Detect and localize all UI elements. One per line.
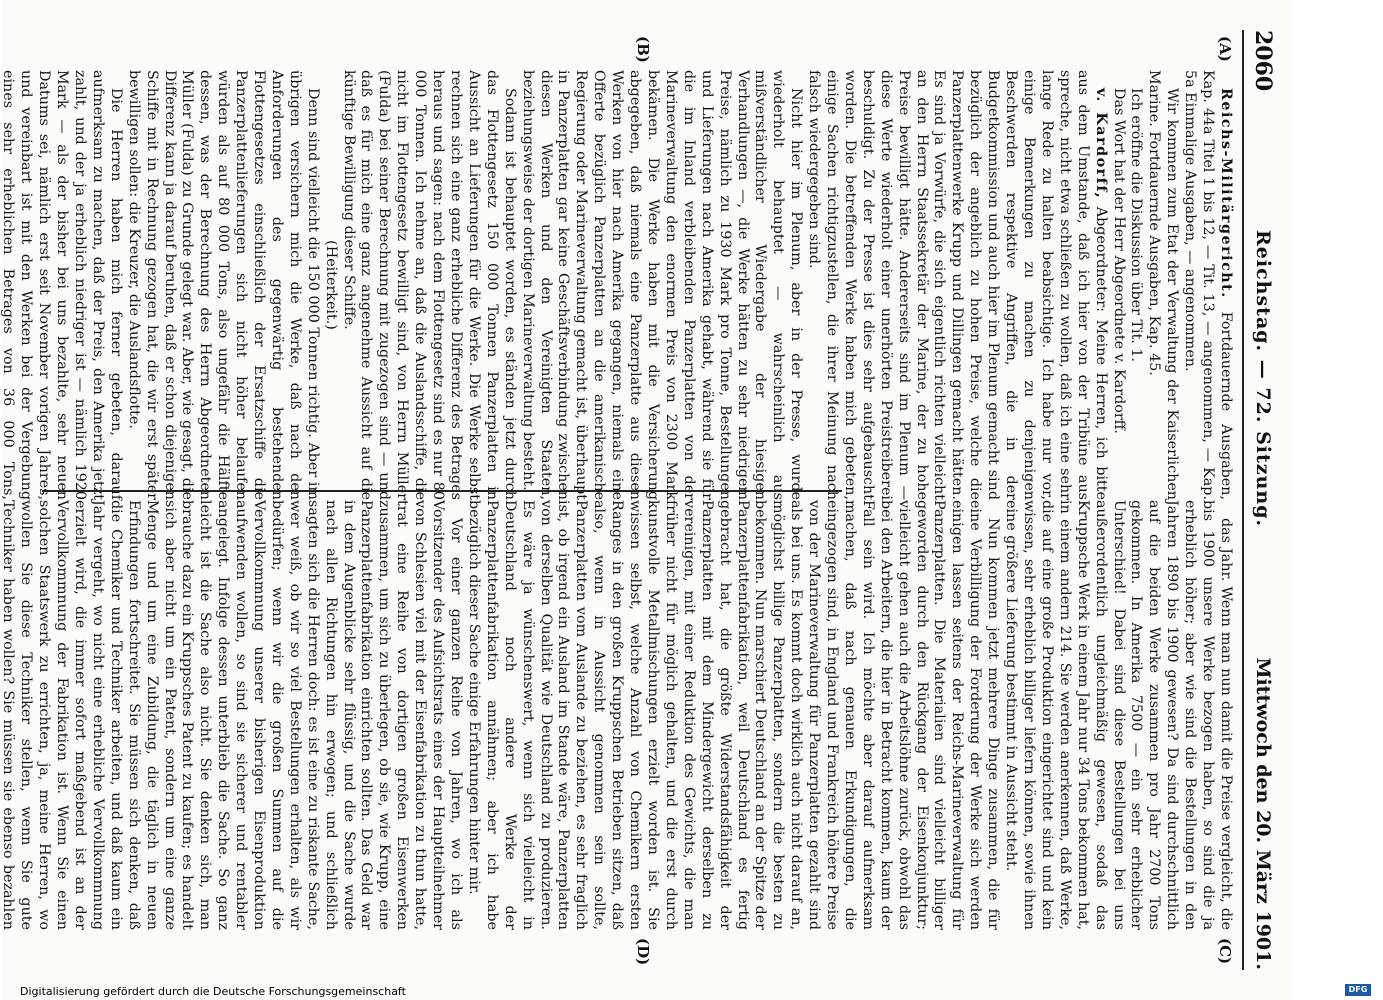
paragraph [0,500,464,930]
paragraph [1127,70,1145,500]
paragraph-text: Sodann ist behauptet worden, es ständen jetzt durch das Flottengesetz 150 000 Tonnen Panzerplatten in Aussicht an Lieferungen für die Werke. Die Werke selbst rechnen sich eine ganz erhebliche Differenz des Betrages heraus und sagen: nach dem Flottengesetz sind es nur 80 000 Tonnen. Ich nehme an, daß die Auslandsschiffe, die nicht im Flottengesetz bewilligt sind, von Herrn Müller (Fulda) bei seiner Berechnung mit zugezogen sind — und daß es für mich eine ganz angenehme Aussicht auf die künftige Bewilligung dieser Schiffe. [340,70,518,500]
paragraph [124,70,321,500]
session-title: Reichstag. — 72. Sitzung. [1252,230,1274,528]
margin-marker-d: (D) [634,938,652,966]
session-date: Mittwoch den 20. März 1901. [1252,657,1274,970]
paragraph [1144,70,1180,500]
digitization-credit: Digitalisierung gefördert durch die Deutsche Forschungsgemeinschaft [20,985,406,998]
column-divider [42,490,842,492]
paragraph-text: (Heiterkeit.) [322,240,339,330]
paragraph [0,70,124,500]
left-text-column [0,70,1234,500]
paragraph [1180,70,1234,500]
paragraph-text: Nun kommen jetzt mehrere Dinge zusammen, die für eine Verbilligung der Forderung der Werke sich werden einigen lassen seitens der Reichs-Marineverwaltung für Panzerplatten. Die Materialien sind vielleicht billiger geworden durch den Rückgang der Eisenkonjunktur; vielleicht gehen auch die Arbeitslöhne zurück, obwohl das bei den Arbeitern, die hier in Betracht kommen, kaum der Fall sein wird. Ich möchte aber darauf aufmerksam machen, daß nach genauen Erkundigungen, die eingezogen sind, in England und Frankreich höhere Preise von der Marineverwaltung für Panzerplatten gezahlt sind als bei uns. Es kommt doch wirklich auch nicht darauf an, möglichst billige Panzerplatten, sondern die besten zu bekommen. Nun marschiert Deutschland an der Spitze der Panzerplattenfabrikation, weil Deutschland es fertig gebracht hat, die größte Widerstandsfähigkeit der Panzerplatten mit dem Mindergewicht derselben zu vereinigen, mit einer Reduktion des Gewichts, die man früher nicht für möglich gehalten, und die erst durch kunstvolle Metallmischungen erzielt worden ist. Sie wissen selbst, welche Anzahl von Chemikern ersten Ranges in den großen Kruppschen Betrieben sitzen, daß also, wenn in Aussicht genommen sein sollte, Panzerplatten vom Auslande zu beziehen, es sehr fraglich ist, ob irgend ein Ausland im Stande wäre, Panzerplatten von derselben Qualität wie Deutschland zu produzieren. Es wäre ja wünschenswert, wenn sich vielleicht in Deutschland noch andere Werke der Panzerplattenfabrikation annähmen; aber ich habe bezüglich dieser Sache einige Erfahrungen hinter mir. [465,500,1002,930]
paragraph-text: Ich eröffne die Diskussion über Tit. 1. [1128,88,1145,363]
paragraph [804,70,1108,500]
page-header [1242,30,1284,970]
paragraph [1001,500,1234,930]
paragraph-text: Die Herren haben mich ferner gebeten, darauf aufmerksam zu machen, daß der Preis, den Amerika jetzt zahlt, und der ja erheblich niedriger ist — nämlich 1920 Mark — als der bisher bei uns bezahlte, sehr neuen Datums sei, nämlich erst seit November vorigen Jahres, und vereinbart ist mit den Werken bei der Vergebung eines sehr erheblichen Betrages von 36 000 Tons, [0,70,124,500]
dfg-logo: DFG [1345,984,1371,996]
paragraph-text: Denn sind vielleicht die 150 000 Tonnen richtig. Aber im übrigen versichern mich die Werke, daß nach den Anforderungen des gegenwärtig bestehenden Flottengesetzes einschließlich der Ersatzschiffe die Panzerplattenlieferungen sich nicht höher belaufen würden als auf 80 000 Tons, also ungefähr die Hälfte dessen, was der Berechnung des Herrn Abgeordneten Müller (Fulda) zu Grunde gelegt war. Aber, wie gesagt, die Differenz kann ja darauf beruhen, daß er schon diejenigen Schiffe mit in Rechnung gezogen hat, die wir erst später bewilligen sollen: die Kreuzer, die Auslandsflotte. [125,70,321,500]
paragraph-text: Fortdauernde Ausgaben, Kap. 44a Titel 1 bis 12, — Tit. 13, — angenommen, — Kap. 5a Einmalige Ausgaben, — angenommen. [1182,70,1234,500]
paragraph-text: das Jahr. Wenn man nun damit die Preise vergleicht, die bis 1900 unsere Werke bezogen haben, so sind die ja erheblich höher; aber wie sind die Bestellungen in den Jahren 1890 bis 1900 gewesen? Da sind durchschnittlich auf die beiden Werke zusammen pro Jahr 2700 Tons gekommen. In Amerika 7500 — ein sehr erheblicher Unterschied! Dabei sind diese Bestellungen bei uns außerordentlich ungleichmäßig gewesen, sodaß das Kruppsche Werk in einem Jahr nur 34 Tons bekommen hat, in einem andern 214. Sie werden anerkennen, daß Werke, die auf eine große Produktion eingerichtet sind und kein wissen, sehr erheblich billiger liefern können, sowie ihnen eine größere Lieferung bestimmt in Aussicht steht. [1003,500,1234,930]
paragraph-text: Abgeordneter: Meine Herren, ich bitte aus dem Umstande, daß ich hier von der Tribüne aus spreche, nicht etwa schließen zu wollen, daß ich eine sehr lange Rede zu halten beabsichtige. Ich habe nur vor, einige Bemerkungen zu machen zu denjenigen Beschwerden respektive Angriffen, die in der Budgetkommission und auch hier im Plenum gemacht sind bezüglich der angeblich zu hohen Preise, welche die Panzerplattenwerke Krupp und Dillingen gemacht hätten. Es sind ja Vorwürfe, die sich eigentlich richten vielleicht an den Herrn Staatssekretär der Marine, der zu hohe Preise bewilligt hätte. Andererseits sind im Plenum — diese Werte wiederholt einer unerhörten Preistreiberei beschuldigt. Zu der Presse ist dies sehr aufgebauscht worden. Die betreffenden Werke haben mich gebeten, einige Sachen richtigzustellen, die ihrer Meinung nach falsch wiedergegeben sind. [806,70,1109,500]
document-page [2,0,1292,1000]
speaker-name: Reichs-Militärgericht. [1218,88,1234,299]
paragraph [518,70,805,500]
paragraph-text: Wir kommen zum Etat der Verwaltung der Kaiserlichen Marine. Fortdauernde Ausgaben, Kap. 45. [1146,70,1181,500]
margin-marker-b: (B) [634,36,652,63]
paragraph [321,70,339,500]
paragraph [1109,70,1127,500]
paragraph-text: Nicht hier im Plenum, aber in der Presse, wurde wiederholt behauptet — wahrscheinlich aus mißverständlicher Wiedergabe der hiesigen Verhandlungen —, die Werke hätten zu sehr niedrigem Preise, nämlich zu 1930 Mark pro Tonne, Bestellungen und Lieferungen nach Amerika gehabt, während sie für die im Inland verbleibenden Panzerplatten von der Marineverwaltung den enormen Preis von 2300 Mark bekämen. Die Werke haben mit die Versicherung abgegeben, daß niemals eine Panzerplatte aus diesen Werken von hier nach Amerika gegangen, niemals eine Offerte bezüglich Panzerplatten an die amerikanische Regierung oder Marineverwaltung gemacht ist, überhaupt in Panzerplatten gar keine Geschäftsverbindung zwischen diesen Werken und den Vereinigten Staaten, beziehungsweise der dortigen Marineverwaltung besteht. [519,70,805,500]
right-text-column [0,500,1234,930]
paragraph [464,500,1001,930]
paragraph [339,70,518,500]
paragraph-text: Vor einer ganzen Reihe von Jahren, wo ich als Vorsitzender des Aufsichtsrats eines der Hauptteilnehmer von Schlesien viel mit der Eisenfabrikation zu thun hatte, trat eine Reihe von dortigen großen Eisenwerken zusammen, um sich zu überlegen, ob sie, wie Krupp, eine Panzerplattenfabrikation einrichten sollten. Das Geld war in dem Augenblicke sehr flüssig, und die Sache wurde nach allen Richtungen hin erwogen; und schließlich sagten sich die Herren doch: es ist eine zu riskante Sache, wer weiß, ob wir so viel Bestellungen erhalten, als wir bedürfen; wenn wir die großen Summen auf die Vervollkommnung unserer bisherigen Eisenproduktion aufwenden wollen, so sind sie sicherer und rentabler angelegt. Infolge dessen unterblieb die Sache. So ganz leicht ist die Sache also nicht. Sie denken sich, man brauche dazu ein Kruppsches Patent zu kaufen; es handelt sich aber nicht um ein Patent, sondern um eine ganze Menge und um eine Zubildung, die täglich in neuen Erfindungen fortschreitet. Sie müssen sich denken, daß die Chemiker und Techniker arbeiten, und daß kaum ein Jahr vergeht, wo nicht eine erhebliche Vervollkommnung erzielt wird, die immer sofort maßgebend ist an der Vervollkommnung der Fabrikation ist. Wenn Sie einen solchen Staatswerk zu errichten, ja, meine Herren, wo wollen Sie diese Techniker stellen, wenn Sie gute Techniker haben wollen? Sie müssen sie ebenso bezahlen [0,500,465,930]
margin-marker-c: (C) [1216,938,1234,965]
page-number: 2060 [1250,30,1276,92]
paragraph-text: Das Wort hat der Herr Abgeordnete v. Kardorff. [1110,88,1127,434]
speaker-name: v. Kardorff, [1092,88,1109,200]
margin-marker-a: (A) [1216,36,1234,62]
